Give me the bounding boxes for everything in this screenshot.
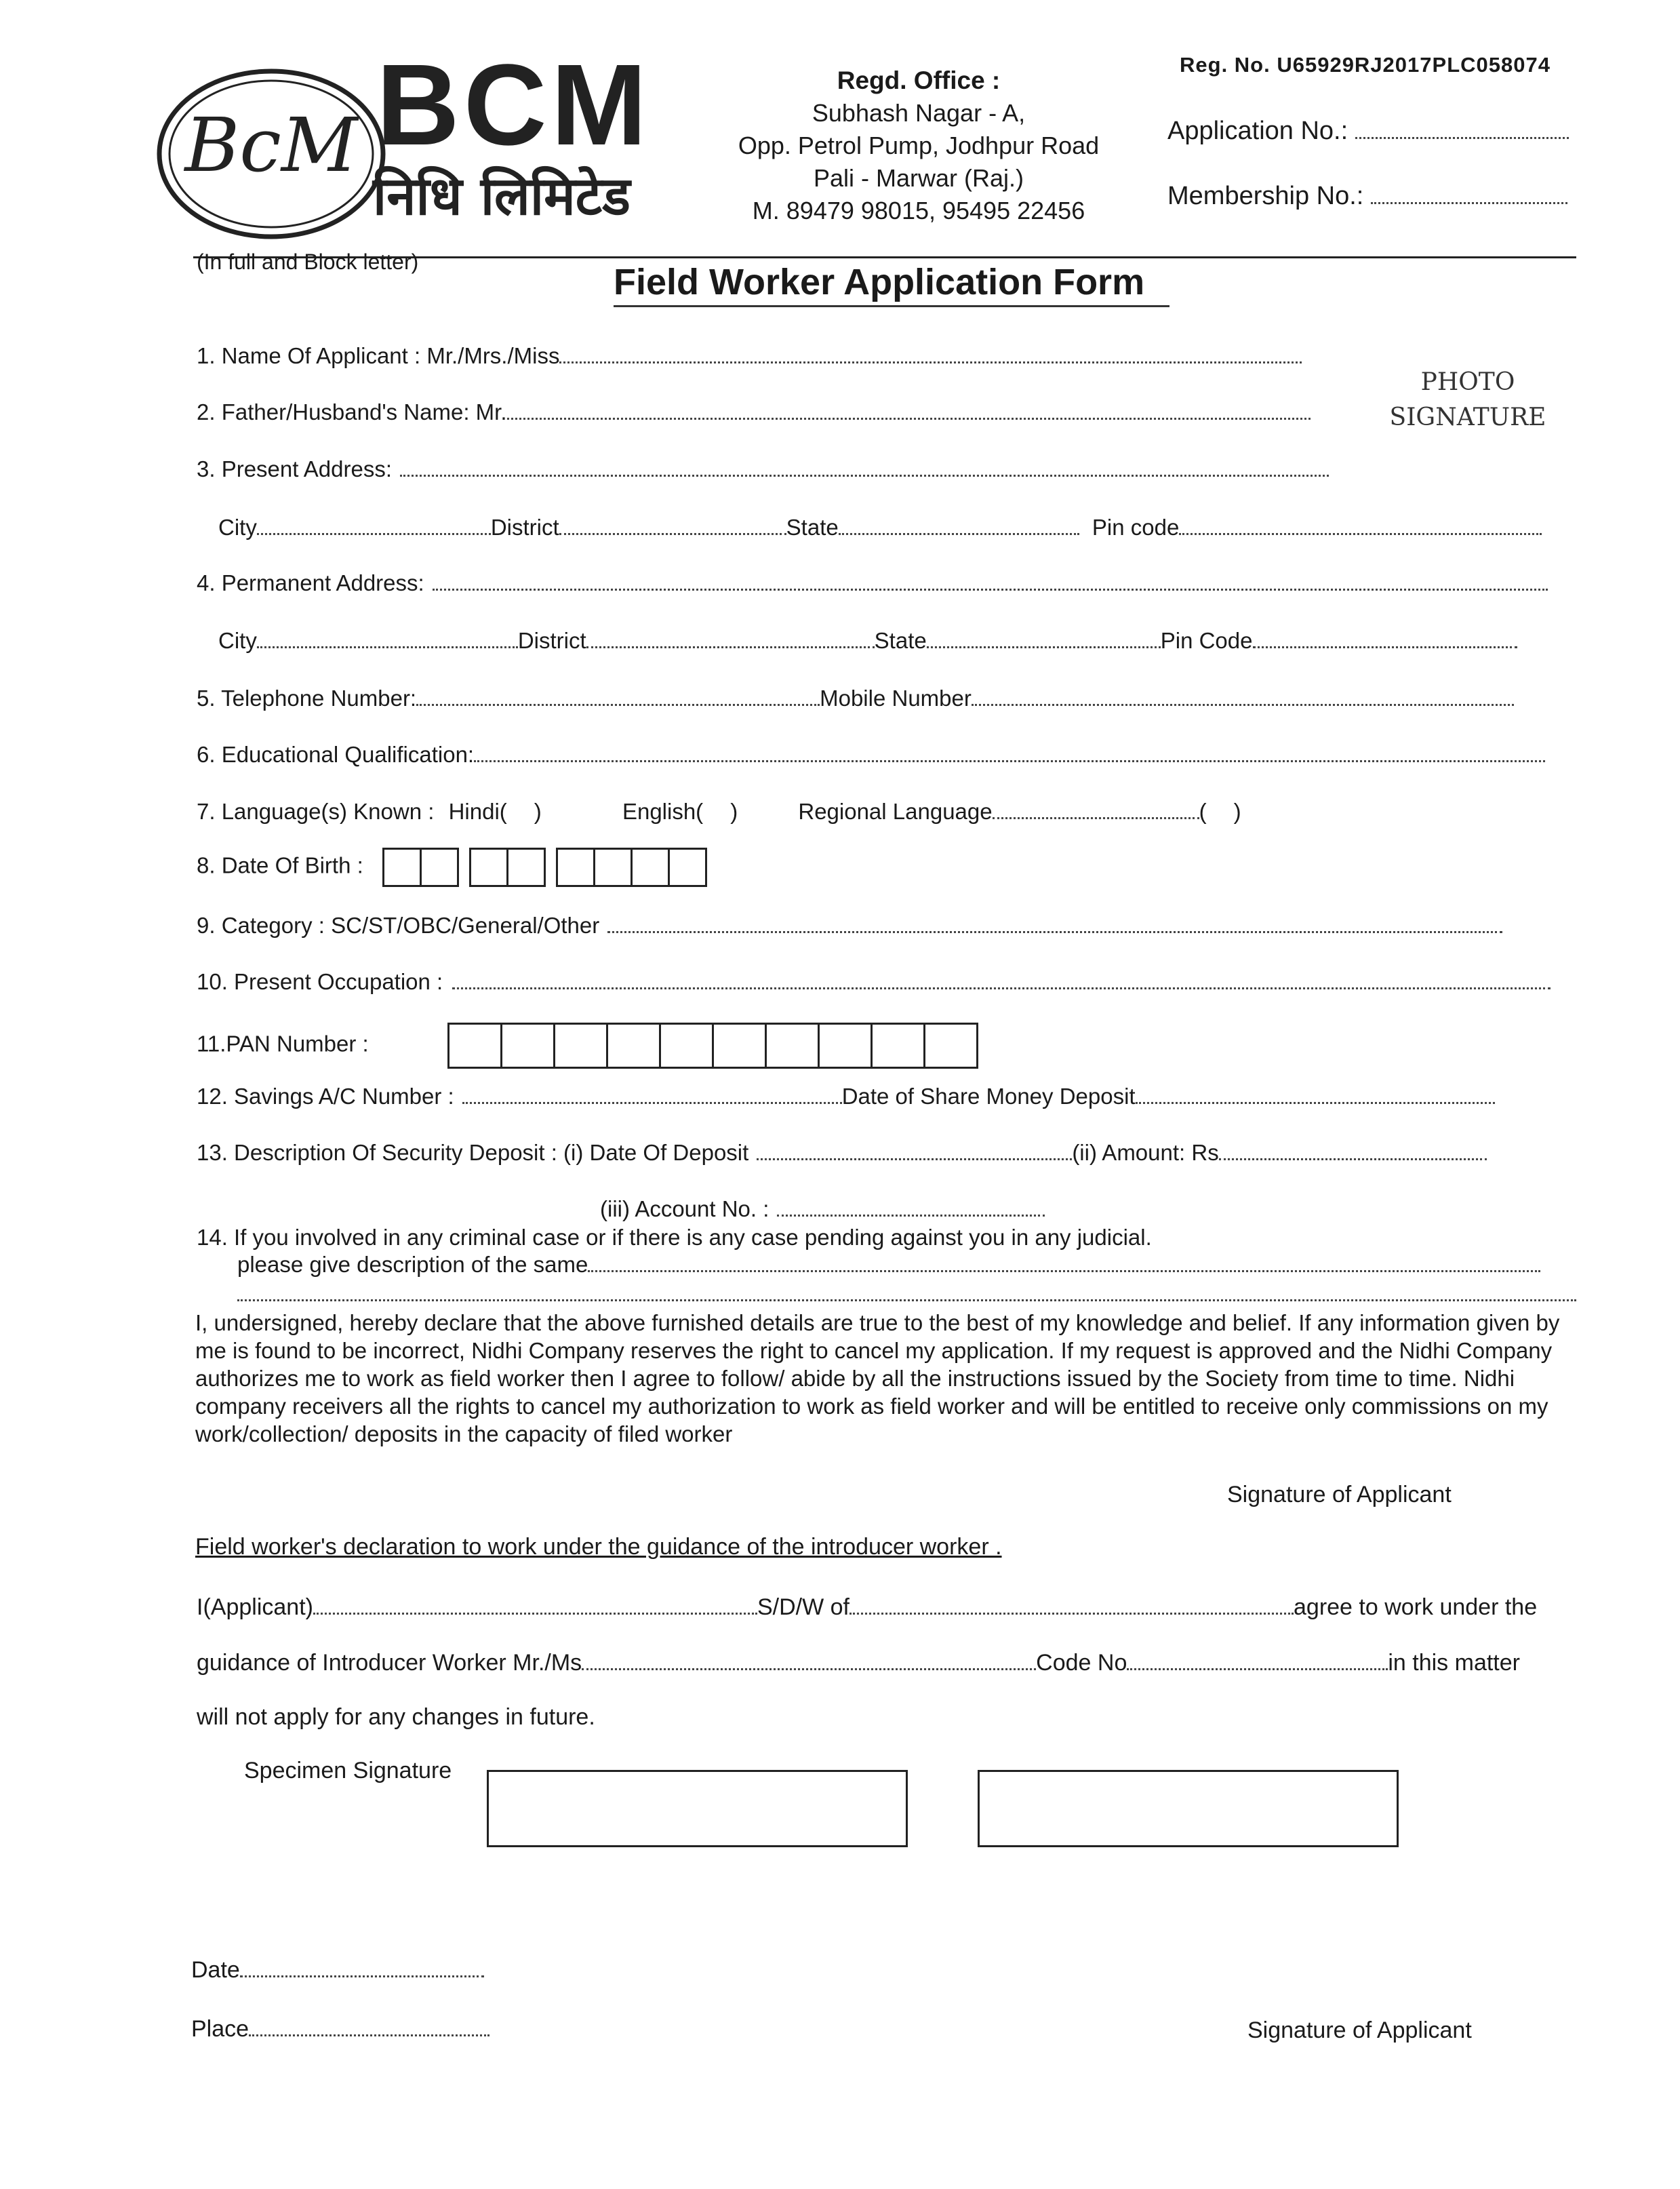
category-line [607, 912, 1502, 933]
pin-code-line [1179, 514, 1542, 535]
english-option[interactable]: English( [622, 799, 704, 824]
registration-number: Reg. No. U65929RJ2017PLC058074 [1180, 53, 1551, 77]
field-permanent-city-row[interactable] [218, 627, 1517, 654]
field-telephone[interactable] [197, 685, 1514, 712]
field-criminal-case [197, 1224, 1152, 1251]
category-label: 9. Category : SC/ST/OBC/General/Other [197, 913, 600, 938]
declaration-text: I, undersigned, hereby declare that the above furnished details are true to the best of my knowledge and belief. If any information given by me is found to be incorrect, Nidhi Company reserves the right to cancel my application. If my request is approved and the Nidhi Company authorizes me to work as field worker then I agree to follow/ abide by all the instructions issued by the Society from time to time. Nidhi company receivers all the rights to cancel my authorization to work as field worker and will be entitled to receive only commissions on my work/collection/ deposits in the capacity of filed worker [195, 1310, 1560, 1446]
permanent-address-line [433, 570, 1548, 591]
date-label: Date [191, 1957, 240, 1983]
matter-text: in this matter [1388, 1650, 1520, 1676]
pan-box[interactable] [923, 1023, 978, 1069]
brand-name: BCM [376, 41, 652, 170]
place-line [249, 2015, 489, 2036]
occupation-label: 10. Present Occupation : [197, 969, 443, 994]
office-line: Subhash Nagar - A, [812, 99, 1026, 127]
code-no-line [1127, 1649, 1388, 1670]
father-name-label: 2. Father/Husband's Name: Mr. [197, 399, 507, 425]
criminal-description-line [588, 1251, 1540, 1272]
dob-box[interactable] [506, 848, 546, 887]
district-label: District [490, 515, 559, 540]
savings-label: 12. Savings A/C Number : [197, 1084, 454, 1109]
field-name[interactable] [197, 342, 1302, 370]
application-no-field[interactable] [1167, 117, 1569, 146]
pan-box[interactable] [712, 1023, 767, 1069]
dob-day-boxes[interactable] [384, 848, 459, 887]
dob-label: 8. Date Of Birth : [197, 852, 363, 878]
specimen-signature-label: Specimen Signature [244, 1758, 452, 1783]
regional-line [993, 798, 1199, 819]
field-date[interactable] [191, 1956, 484, 1984]
field-account-no[interactable] [600, 1196, 1045, 1223]
pan-box[interactable] [765, 1023, 820, 1069]
field-criminal-description-2[interactable] [237, 1280, 1576, 1307]
amount-line [1219, 1139, 1487, 1160]
pan-box[interactable] [659, 1023, 714, 1069]
district-line [586, 627, 875, 648]
pan-box[interactable] [553, 1023, 608, 1069]
district-line [559, 514, 786, 535]
signature-of-applicant: Signature of Applicant [1227, 1482, 1452, 1507]
pan-box[interactable] [447, 1023, 502, 1069]
application-no-label: Application No.: [1167, 117, 1348, 145]
security-deposit-label: 13. Description Of Security Deposit : (i) Date Of Deposit [197, 1140, 749, 1165]
dob-box[interactable] [593, 848, 633, 887]
dob-box[interactable] [631, 848, 670, 887]
field-present-city-row[interactable] [218, 514, 1542, 541]
deposit-date-line [757, 1139, 1072, 1160]
regional-label: Regional Language [798, 799, 993, 824]
svg-text:BcM: BcM [184, 102, 358, 189]
field-savings-account[interactable] [197, 1083, 1495, 1110]
pin-code-label: Pin Code [1160, 628, 1253, 653]
criminal-description-line [237, 1280, 1576, 1301]
signature-label: SIGNATURE [1389, 403, 1546, 431]
field-applicant-sdw[interactable] [197, 1594, 1537, 1621]
pan-box[interactable] [818, 1023, 873, 1069]
city-label: City [218, 515, 257, 540]
telephone-line [416, 685, 820, 706]
title-underline [614, 305, 1169, 307]
applicant-line [313, 1594, 757, 1615]
state-line [927, 627, 1161, 648]
company-logo [153, 41, 695, 227]
dob-box[interactable] [382, 848, 422, 887]
district-label: District [517, 628, 586, 653]
office-line: Opp. Petrol Pump, Jodhpur Road [738, 132, 1100, 159]
regional-close: ) [1233, 799, 1241, 824]
mobile-line [972, 685, 1514, 706]
field-security-deposit[interactable] [197, 1139, 1487, 1166]
field-place[interactable] [191, 2015, 489, 2043]
application-no-line [1355, 118, 1569, 139]
logo-monogram-icon [153, 62, 390, 245]
specimen-signature-box-2[interactable] [978, 1770, 1399, 1847]
pin-code-label: Pin code [1092, 515, 1180, 540]
pan-label: 11.PAN Number : [197, 1031, 369, 1057]
languages-label: 7. Language(s) Known : [197, 799, 435, 824]
city-line [257, 514, 491, 535]
field-pan[interactable] [197, 1023, 978, 1069]
guidance-label: guidance of Introducer Worker Mr./Ms [197, 1650, 582, 1676]
field-languages[interactable] [197, 798, 1241, 825]
pan-boxes[interactable] [449, 1023, 978, 1069]
account-no-label: (iii) Account No. : [600, 1196, 769, 1221]
brand-hindi: निधि लिमिटेड [373, 166, 631, 227]
applicant-label: I(Applicant) [197, 1594, 313, 1620]
dob-box[interactable] [668, 848, 707, 887]
future-text: will not apply for any changes in future. [197, 1704, 595, 1730]
hindi-option[interactable]: Hindi( [448, 799, 507, 824]
date-line [240, 1956, 484, 1977]
field-criminal-description[interactable] [237, 1251, 1540, 1278]
introducer-name-line [582, 1649, 1036, 1670]
pan-box[interactable] [606, 1023, 661, 1069]
state-label: State [786, 515, 839, 540]
office-line: Pali - Marwar (Raj.) [813, 164, 1024, 192]
account-no-line [777, 1196, 1045, 1217]
state-label: State [874, 628, 927, 653]
code-no-label: Code No [1036, 1650, 1127, 1676]
share-deposit-label: Date of Share Money Deposit [841, 1084, 1136, 1109]
pan-box[interactable] [500, 1023, 555, 1069]
photo-signature-area [1383, 365, 1553, 435]
pin-code-line [1253, 627, 1517, 648]
sdw-label: S/D/W of [757, 1594, 849, 1620]
place-label: Place [191, 2016, 249, 2042]
office-phone: M. 89479 98015, 95495 22456 [752, 197, 1085, 224]
membership-no-field[interactable] [1167, 182, 1567, 211]
telephone-label: 5. Telephone Number: [197, 686, 417, 711]
education-label: 6. Educational Qualification: [197, 742, 475, 767]
dob-month-boxes[interactable] [471, 848, 546, 887]
dob-box[interactable] [420, 848, 459, 887]
name-line [559, 342, 1302, 363]
criminal-case-text: 14. If you involved in any criminal case or if there is any case pending against you in any judicial. [197, 1225, 1152, 1250]
savings-line [462, 1083, 842, 1104]
dob-box[interactable] [469, 848, 508, 887]
introducer-heading: Field worker's declaration to work under the guidance of the introducer worker . [195, 1534, 1002, 1560]
regional-open[interactable]: ( [1199, 799, 1207, 824]
father-name-line [507, 399, 1311, 420]
office-title: Regd. Office : [837, 66, 1001, 94]
field-dob[interactable] [197, 848, 719, 887]
mobile-label: Mobile Number [820, 686, 972, 711]
dob-box[interactable] [556, 848, 595, 887]
hindi-close: ) [534, 799, 542, 824]
field-present-address[interactable] [197, 456, 1329, 483]
registered-office [708, 64, 1129, 227]
photo-label: PHOTO [1420, 368, 1515, 396]
criminal-description-label: please give description of the same [237, 1252, 588, 1277]
membership-no-line [1371, 183, 1567, 204]
field-introducer[interactable] [197, 1649, 1520, 1676]
signature-of-applicant-bottom: Signature of Applicant [1247, 2017, 1472, 2043]
name-label: 1. Name Of Applicant : Mr./Mrs./Miss [197, 343, 560, 368]
field-permanent-address[interactable] [197, 570, 1548, 597]
membership-no-label: Membership No.: [1167, 182, 1364, 210]
state-line [839, 514, 1079, 535]
present-address-label: 3. Present Address: [197, 456, 392, 481]
share-deposit-line [1136, 1083, 1495, 1104]
permanent-address-label: 4. Permanent Address: [197, 570, 424, 595]
english-close: ) [730, 799, 738, 824]
sdw-line [849, 1594, 1294, 1615]
education-line [474, 741, 1545, 762]
field-father-name[interactable] [197, 399, 1311, 426]
agree-text: agree to work under the [1294, 1594, 1538, 1620]
field-occupation[interactable] [197, 968, 1551, 995]
occupation-line [452, 968, 1551, 989]
pan-box[interactable] [871, 1023, 925, 1069]
field-education[interactable] [197, 741, 1545, 768]
form-title: Field Worker Application Form [614, 262, 1145, 302]
city-line [257, 627, 518, 648]
dob-year-boxes[interactable] [558, 848, 707, 887]
amount-label: (ii) Amount: Rs [1072, 1140, 1219, 1165]
specimen-signature-box-1[interactable] [487, 1770, 908, 1847]
block-letter-note: (In full and Block letter) [197, 250, 419, 274]
city-label: City [218, 628, 257, 653]
field-category[interactable] [197, 912, 1502, 939]
present-address-line [400, 456, 1329, 477]
